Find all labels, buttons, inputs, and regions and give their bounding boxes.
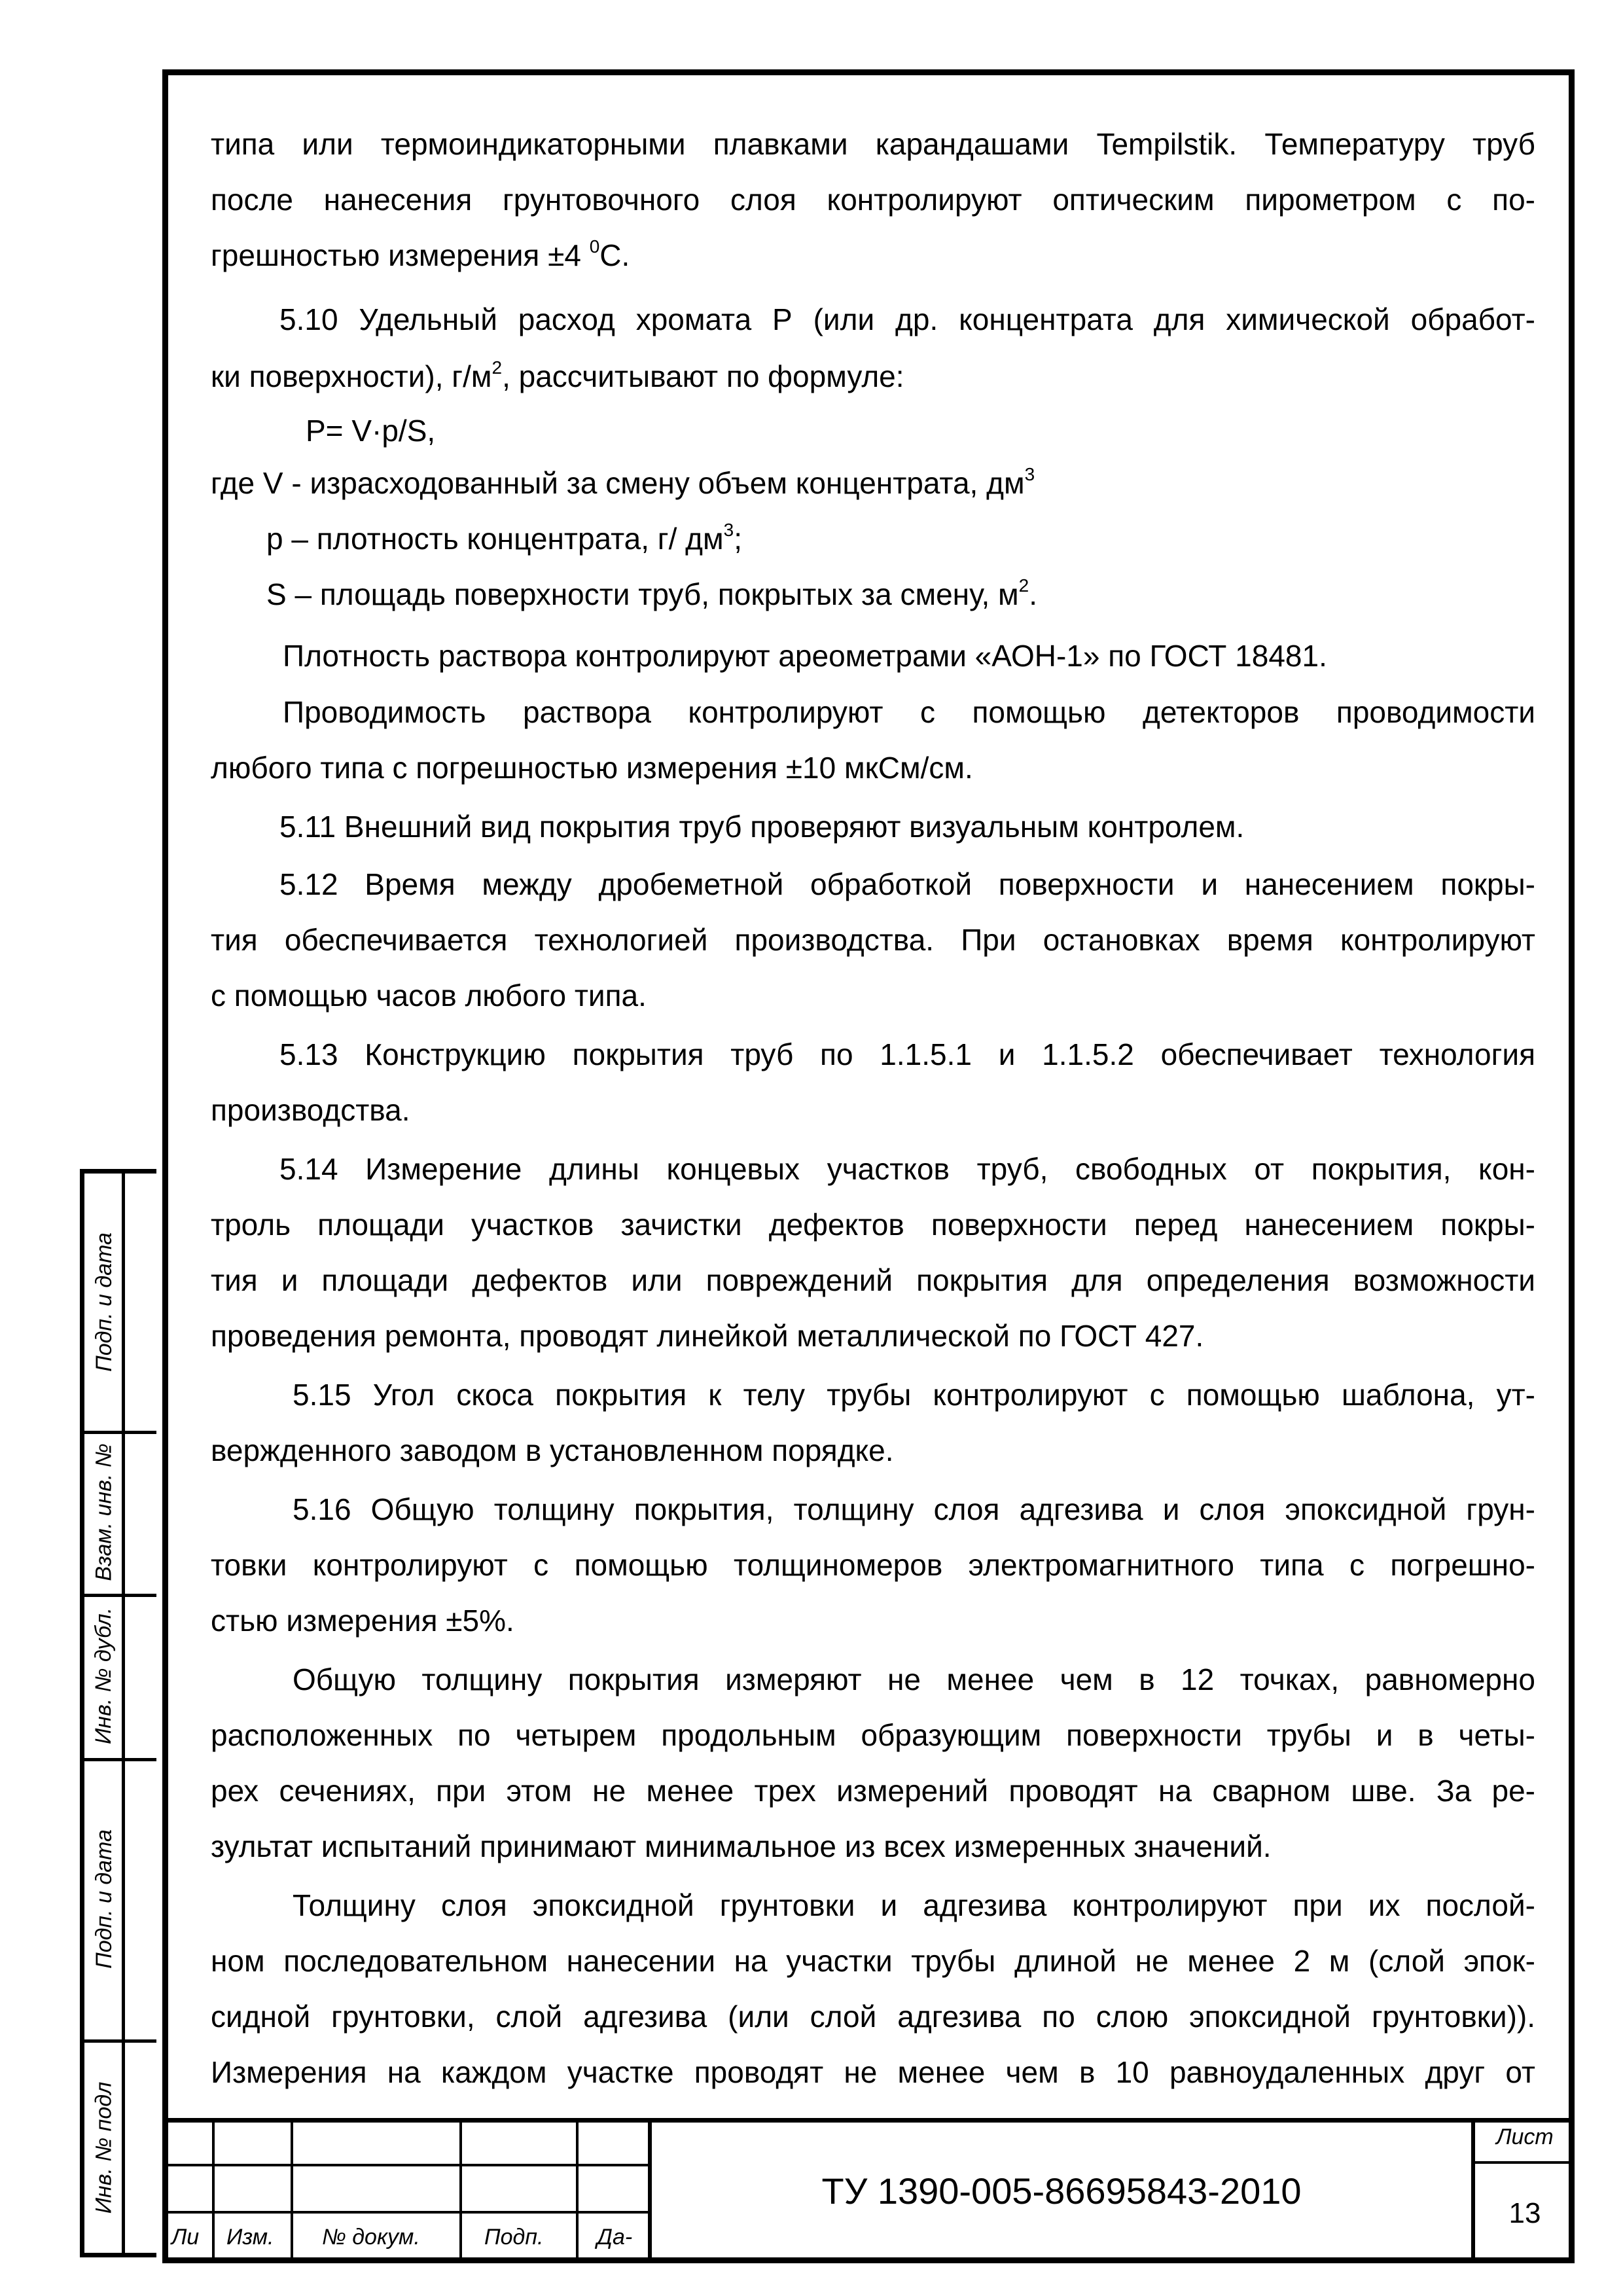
grid-col-line <box>291 2118 293 2263</box>
text-run: Толщину слоя эпоксидной грунтовки и адгезива контролируют при их послой- <box>293 1888 1535 1922</box>
superscript: 3 <box>723 520 734 540</box>
superscript: 2 <box>1018 575 1029 596</box>
margin-label-orig-inv: Инв. № подл <box>91 2081 116 2214</box>
col-label-sign: Подп. <box>484 2225 544 2250</box>
text-line <box>211 1715 1535 1755</box>
margin-label-sign-date: Подп. и дата <box>91 1232 116 1372</box>
text-run: любого типа с погрешностью измерения ±10 мкСм/см. <box>211 751 973 785</box>
text-line <box>293 1375 1535 1414</box>
text-run: P= V·p/S, <box>306 414 436 448</box>
text-run: тия обеспечивается технологией производства. При остановках время контролируют <box>211 923 1535 957</box>
text-run: зультат испытаний принимают минимальное из всех измеренных значений. <box>211 1829 1272 1863</box>
text-line <box>211 1771 1535 1810</box>
text-line <box>293 1490 1535 1529</box>
sheet-number: 13 <box>1508 2197 1541 2229</box>
sheet-box-row-line <box>1471 2161 1575 2164</box>
text-line <box>211 124 1535 164</box>
text-run: производства. <box>211 1093 410 1127</box>
text-line <box>293 1660 1535 1699</box>
document-code: ТУ 1390-005-86695843-2010 <box>821 2170 1302 2212</box>
text-line <box>211 2053 1535 2092</box>
superscript: 2 <box>491 357 503 378</box>
margin-label-dup-inv: Инв. № дубл. <box>91 1607 116 1745</box>
text-line <box>279 1035 1535 1074</box>
text-run: 5.10 Удельный расход хромата Р (или др. концентрата для химической обработ- <box>279 302 1535 336</box>
text-line <box>211 1316 1535 1355</box>
grid-col-line <box>576 2118 579 2263</box>
text-line <box>279 300 1535 339</box>
text-run: стью измерения ±5%. <box>211 1604 514 1638</box>
text-run: р – плотность концентрата, г/ дм <box>266 522 724 556</box>
text-run: после нанесения грунтовочного слоя контролируют оптическим пирометром с по- <box>211 183 1535 217</box>
text-run: 5.12 Время между дробеметной обработкой поверхности и нанесением покры- <box>279 867 1535 901</box>
text-run: товки контролируют с помощью толщиномеров электромагнитного типа с погрешно- <box>211 1548 1535 1582</box>
text-run: S – площадь поверхности труб, покрытых за смену, м <box>266 577 1019 611</box>
grid-col-line <box>459 2118 462 2263</box>
text-run: вержденного заводом в установленном порядке. <box>211 1433 894 1467</box>
text-line <box>211 1431 1535 1470</box>
text-line <box>266 519 1535 558</box>
text-run: . <box>1029 577 1038 611</box>
text-run: С. <box>599 238 630 272</box>
text-line <box>211 1205 1535 1244</box>
text-run: Проводимость раствора контролируют с помощью детекторов проводимости <box>283 695 1535 729</box>
text-line <box>279 807 1535 846</box>
text-line <box>306 411 1535 450</box>
col-label-date: Да- <box>597 2225 633 2250</box>
text-line <box>283 692 1535 732</box>
text-line <box>211 748 1535 787</box>
superscript: 0 <box>589 236 600 257</box>
text-line <box>266 575 1535 614</box>
text-run: типа или термоиндикаторными плавками карандашами Tempilstik. Температуру труб <box>211 127 1535 161</box>
text-line <box>211 463 1535 503</box>
text-run: Измерения на каждом участке проводят не менее чем в 10 равноудаленных друг от <box>211 2055 1535 2089</box>
text-line <box>211 1601 1535 1640</box>
text-run: 5.11 Внешний вид покрытия труб проверяют визуальным контролем. <box>279 810 1245 844</box>
col-label-doc: № докум. <box>322 2225 420 2250</box>
text-line <box>211 1261 1535 1300</box>
text-line <box>211 1827 1535 1866</box>
text-line <box>211 1090 1535 1130</box>
text-run: проведения ремонта, проводят линейкой металлической по ГОСТ 427. <box>211 1319 1204 1353</box>
text-line <box>293 1886 1535 1925</box>
margin-label-sign-date-2: Подп. и дата <box>91 1829 116 1969</box>
text-line <box>283 636 1535 675</box>
text-line <box>211 357 1535 396</box>
text-line <box>211 236 1535 275</box>
margin-stamp-divider <box>122 1174 125 2253</box>
text-run: Общую толщину покрытия измеряют не менее чем в 12 точках, равномерно <box>293 1662 1535 1696</box>
text-run: расположенных по четырем продольным образующим поверхности трубы и в четы- <box>211 1718 1535 1752</box>
text-run: ном последовательном нанесении на участки трубы длиной не менее 2 м (слой эпок- <box>211 1944 1535 1978</box>
text-run: тия и площади дефектов или повреждений покрытия для определения возможности <box>211 1263 1535 1297</box>
text-line <box>211 1997 1535 2036</box>
text-run: 5.13 Конструкцию покрытия труб по 1.1.5.1 и 1.1.5.2 обеспечивает технология <box>279 1037 1535 1071</box>
text-run: 5.14 Измерение длины концевых участков труб, свободных от покрытия, кон- <box>279 1152 1535 1186</box>
text-line <box>279 1149 1535 1189</box>
text-run: ; <box>734 522 742 556</box>
text-line <box>279 865 1535 904</box>
col-label-izm: Изм. <box>226 2225 274 2250</box>
grid-col-line <box>212 2118 215 2263</box>
text-run: сидной грунтовки, слой адгезива (или слой адгезива по слою эпоксидной грунтовки)). <box>211 2000 1535 2034</box>
text-line <box>211 1545 1535 1585</box>
text-run: 5.16 Общую толщину покрытия, толщину слоя адгезива и слоя эпоксидной грун- <box>293 1492 1535 1526</box>
text-run: , рассчитывают по формуле: <box>502 359 904 393</box>
text-run: Плотность раствора контролируют ареометрами «АОН-1» по ГОСТ 18481. <box>283 639 1327 673</box>
title-block <box>162 2118 1575 2263</box>
text-run: ки поверхности), г/м <box>211 359 492 393</box>
text-line <box>211 180 1535 219</box>
text-run: рех сечениях, при этом не менее трех измерений проводят на сварном шве. За ре- <box>211 1774 1535 1808</box>
text-run: где V - израсходованный за смену объем концентрата, дм <box>211 466 1025 500</box>
text-line <box>211 976 1535 1015</box>
text-line <box>211 920 1535 960</box>
text-run: грешностью измерения ±4 <box>211 238 590 272</box>
margin-label-replaced-inv: Взам. инв. № <box>91 1443 116 1581</box>
margin-stamp <box>80 1169 156 2257</box>
superscript: 3 <box>1024 464 1035 484</box>
col-label-li: Ли <box>171 2225 200 2250</box>
text-line <box>211 1941 1535 1981</box>
sheet-label: Лист <box>1496 2125 1554 2149</box>
text-run: 5.15 Угол скоса покрытия к телу трубы контролируют с помощью шаблона, ут- <box>293 1378 1535 1412</box>
text-run: с помощью часов любого типа. <box>211 978 647 1013</box>
text-run: троль площади участков зачистки дефектов поверхности перед нанесением покры- <box>211 1208 1535 1242</box>
